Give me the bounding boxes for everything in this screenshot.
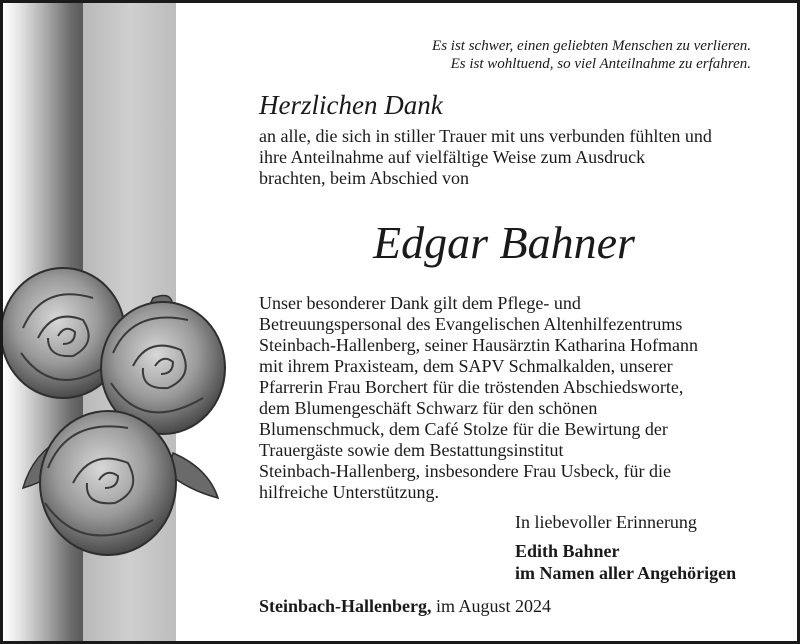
place: Steinbach-Hallenberg, [259,596,432,616]
deceased-name: Edgar Bahner [373,217,635,268]
body-line: Unser besonderer Dank gilt dem Pflege- und [259,293,581,313]
body-line: Betreuungspersonal des Evangelischen Altenhilfezentrums [259,314,683,334]
signature-family: im Namen aller Angehörigen [515,563,737,583]
body-line: Steinbach-Hallenberg, insbesondere Frau Usbeck, für die [259,461,672,481]
signature-block [515,511,736,584]
rose-bouquet-image [3,258,243,588]
signature-name: Edith Bahner [515,541,620,561]
intro-line: an alle, die sich in stiller Trauer mit uns verbunden fühlten und [259,126,712,146]
rose-bottom [40,411,176,555]
body-line: Trauergäste sowie dem Bestattungsinstitut [259,440,564,460]
body-line: Blumenschmuck, dem Café Stolze für die Bewirtung der [259,419,668,439]
motto-line: Es ist schwer, einen geliebten Menschen zu verlieren. [432,38,751,54]
body-line: hilfreiche Unterstützung. [259,482,439,502]
date: im August 2024 [431,596,552,616]
intro-line: ihre Anteilnahme auf vielfältige Weise zum Ausdruck [259,147,646,167]
intro-line: brachten, beim Abschied von [259,168,469,188]
acknowledgement-text [259,293,779,503]
body-line: mit ihrem Praxisteam, dem SAPV Schmalkalden, unserer [259,356,673,376]
body-line: Pfarrerin Frau Borchert für die tröstenden Abschiedsworte, [259,377,684,397]
intro-text [259,126,779,189]
motto [333,37,751,73]
thanks-heading: Herzlichen Dank [259,90,443,120]
body-line: dem Blumengeschäft Schwarz für den schönen [259,398,598,418]
motto-line: Es ist wohltuend, so viel Anteilnahme zu erfahren. [450,56,751,72]
signature-greeting: In liebevoller Erinnerung [515,512,697,532]
place-date [259,595,551,617]
body-line: Steinbach-Hallenberg, seiner Hausärztin Katharina Hofmann [259,335,699,355]
